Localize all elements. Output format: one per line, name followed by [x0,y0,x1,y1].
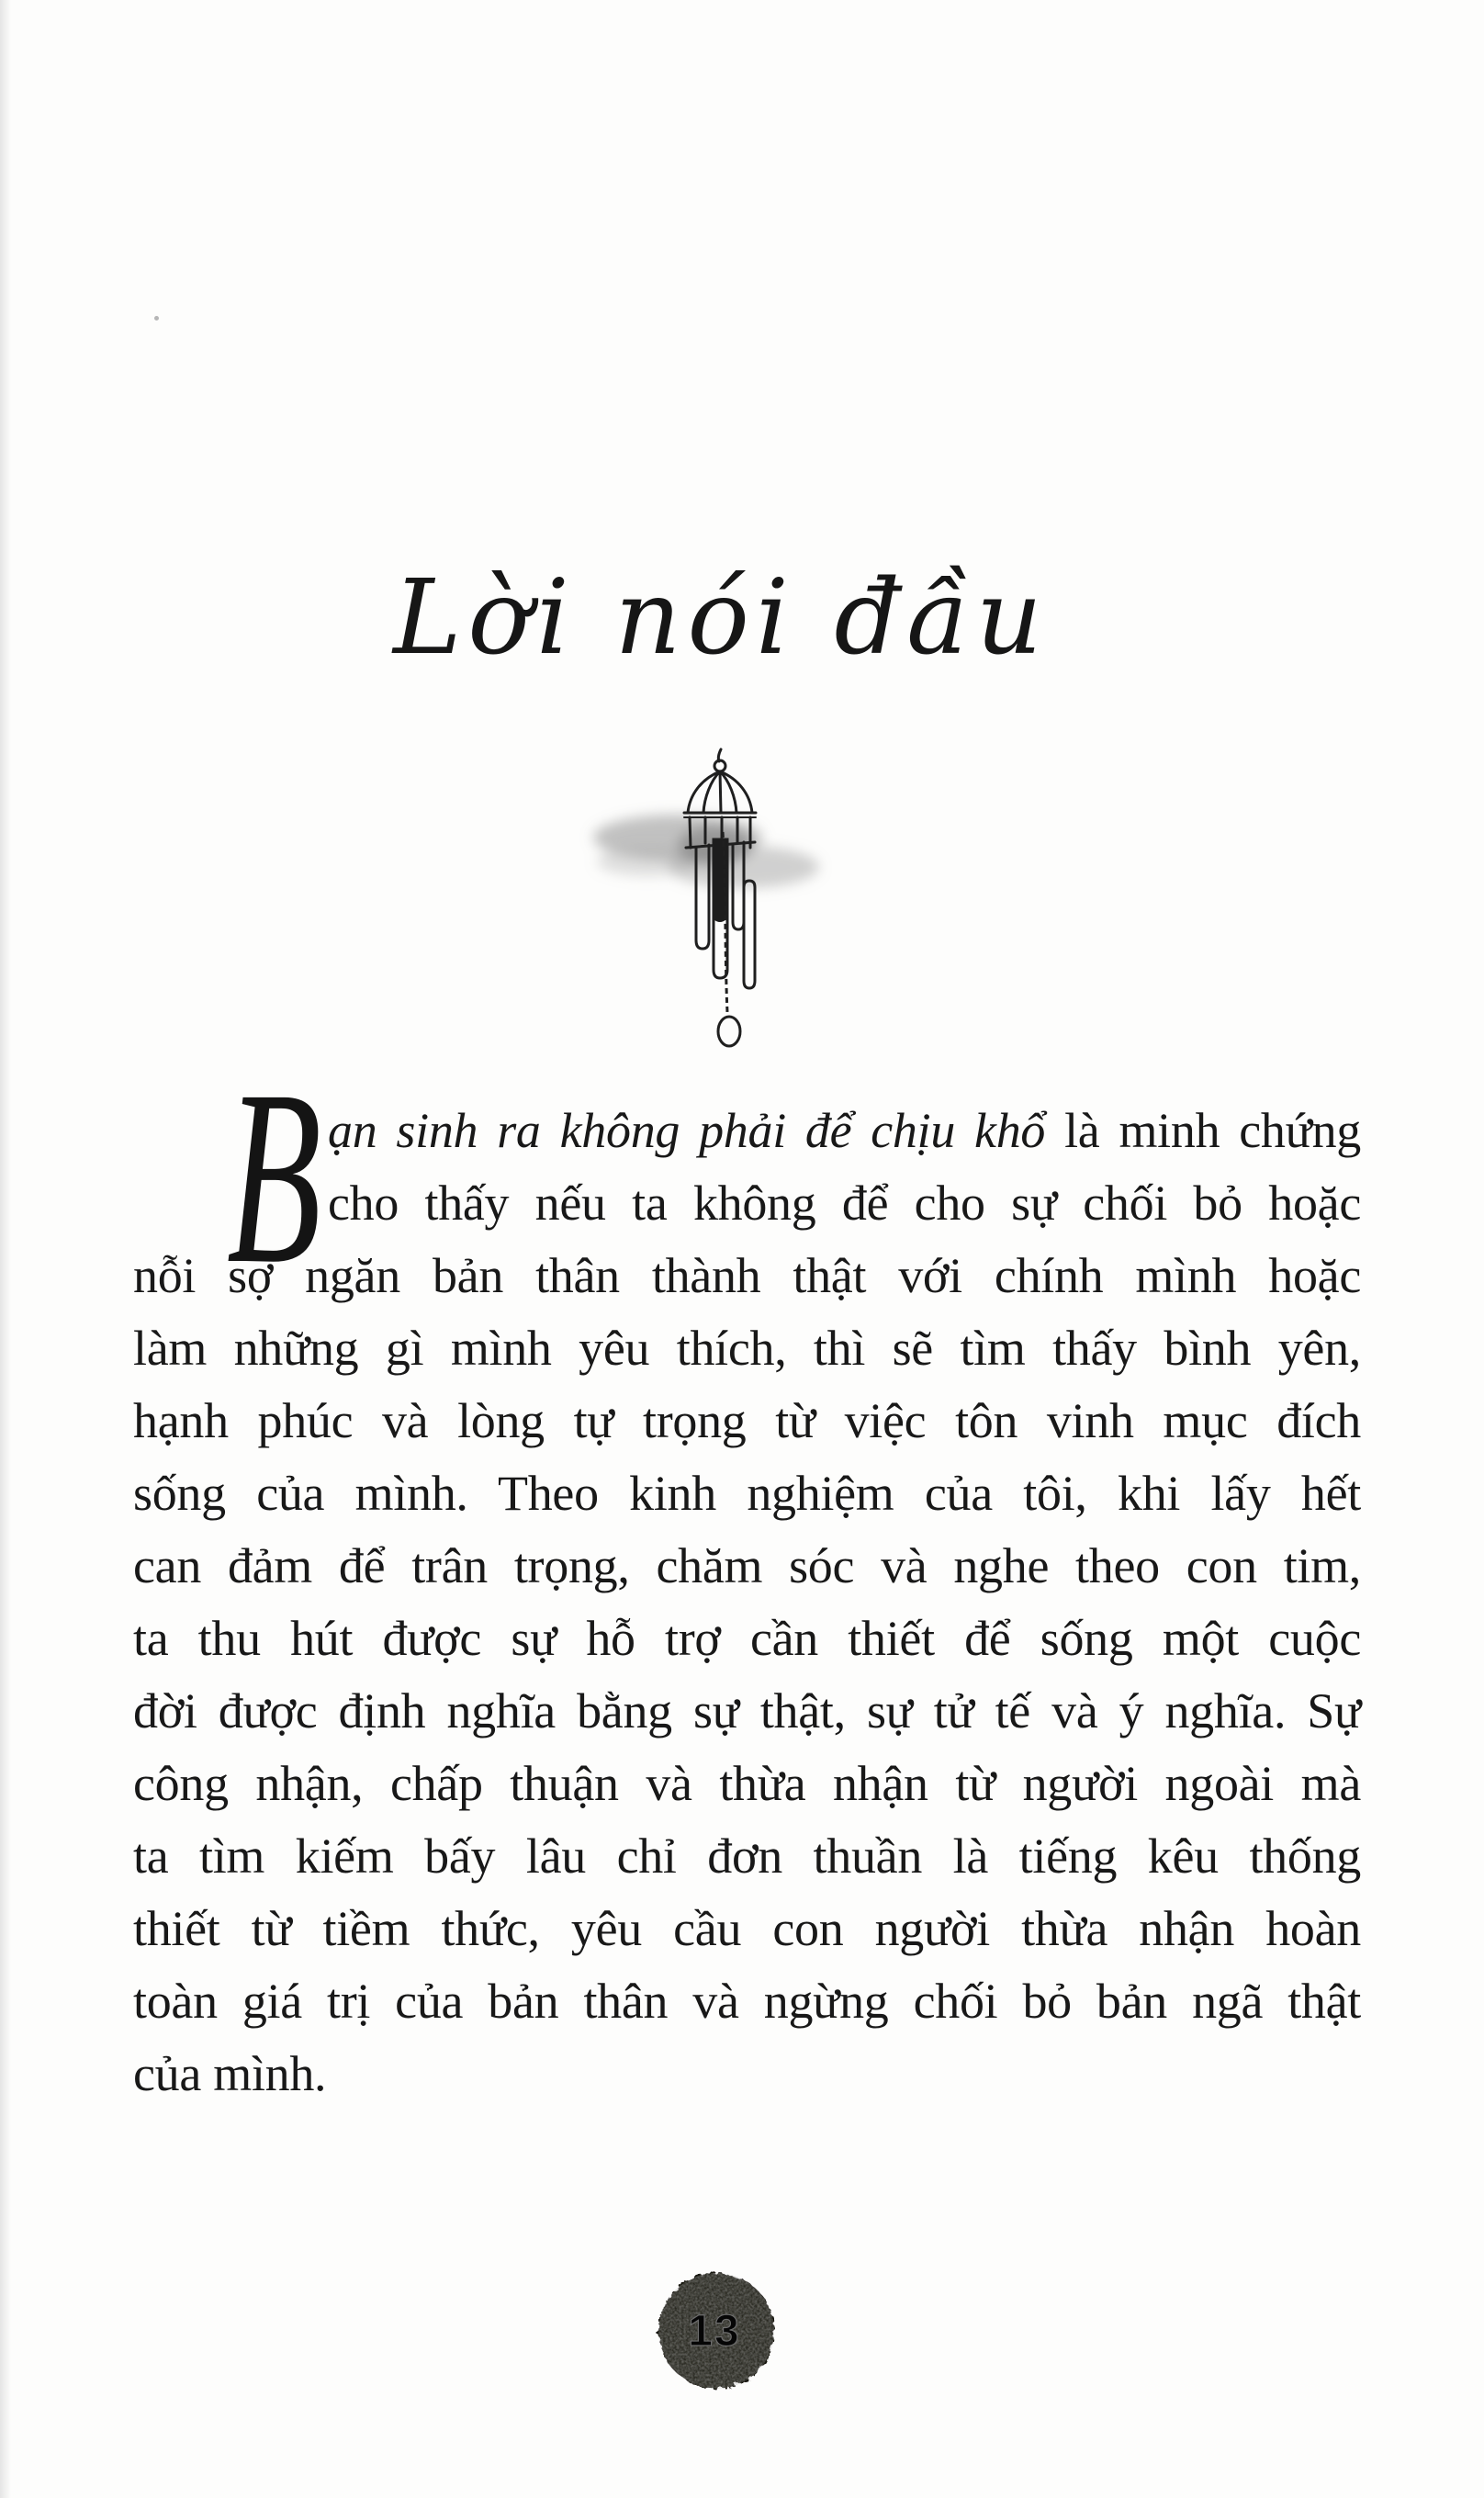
text-segment: của mình. [133,2046,327,2101]
text-segment: sống của mình. Theo kinh nghiệm của tôi, khi lấy hết [133,1466,1361,1521]
text-line [133,1820,1361,1893]
scan-speck [154,316,159,321]
text-line [133,1893,1361,1965]
text-segment: toàn giá trị của bản thân và ngừng chối bỏ bản ngã thật [133,1974,1361,2029]
text-segment: ta thu hút được sự hỗ trợ cần thiết để sống một cuộc [133,1611,1361,1666]
text-line [133,1312,1361,1385]
body-paragraph [133,1039,1361,2110]
text-segment: đời được định nghĩa bằng sự thật, sự tử tế và ý nghĩa. Sự [133,1683,1361,1738]
italic-text-segment: ạn sinh ra không phải để chịu khổ [328,1103,1046,1158]
text-line [133,1748,1361,1820]
text-line [133,1965,1361,2038]
text-segment: thiết từ tiềm thức, yêu cầu con người thừa nhận hoàn [133,1901,1361,1956]
text-segment: can đảm để trân trọng, chăm sóc và nghe theo con tim, [133,1538,1361,1593]
page-edge-shadow [0,0,11,2498]
text-segment: cho thấy nếu ta không để cho sự chối bỏ hoặc [328,1176,1361,1231]
wind-chime-illustration [569,740,872,1062]
text-line [133,1530,1361,1603]
text-line [133,1603,1361,1675]
text-segment: nỗi sợ ngăn bản thân thành thật với chính mình hoặc [133,1248,1361,1303]
text-segment: công nhận, chấp thuận và thừa nhận từ người ngoài mà [133,1756,1361,1811]
page-number: 13 [688,2307,741,2356]
page-number-badge [652,2267,781,2395]
text-line [133,1385,1361,1457]
drop-cap: B [227,1039,322,1315]
text-segment: hạnh phúc và lòng tự trọng từ việc tôn vinh mục đích [133,1393,1361,1448]
text-line [133,1457,1361,1530]
page-title: Lời nói đầu [393,558,1049,678]
text-line [133,1675,1361,1748]
text-segment: ta tìm kiếm bấy lâu chỉ đơn thuần là tiếng kêu thống [133,1828,1361,1884]
text-line [133,2038,1361,2110]
text-segment: là minh chứng [1045,1103,1361,1158]
text-segment: làm những gì mình yêu thích, thì sẽ tìm thấy bình yên, [133,1321,1361,1376]
